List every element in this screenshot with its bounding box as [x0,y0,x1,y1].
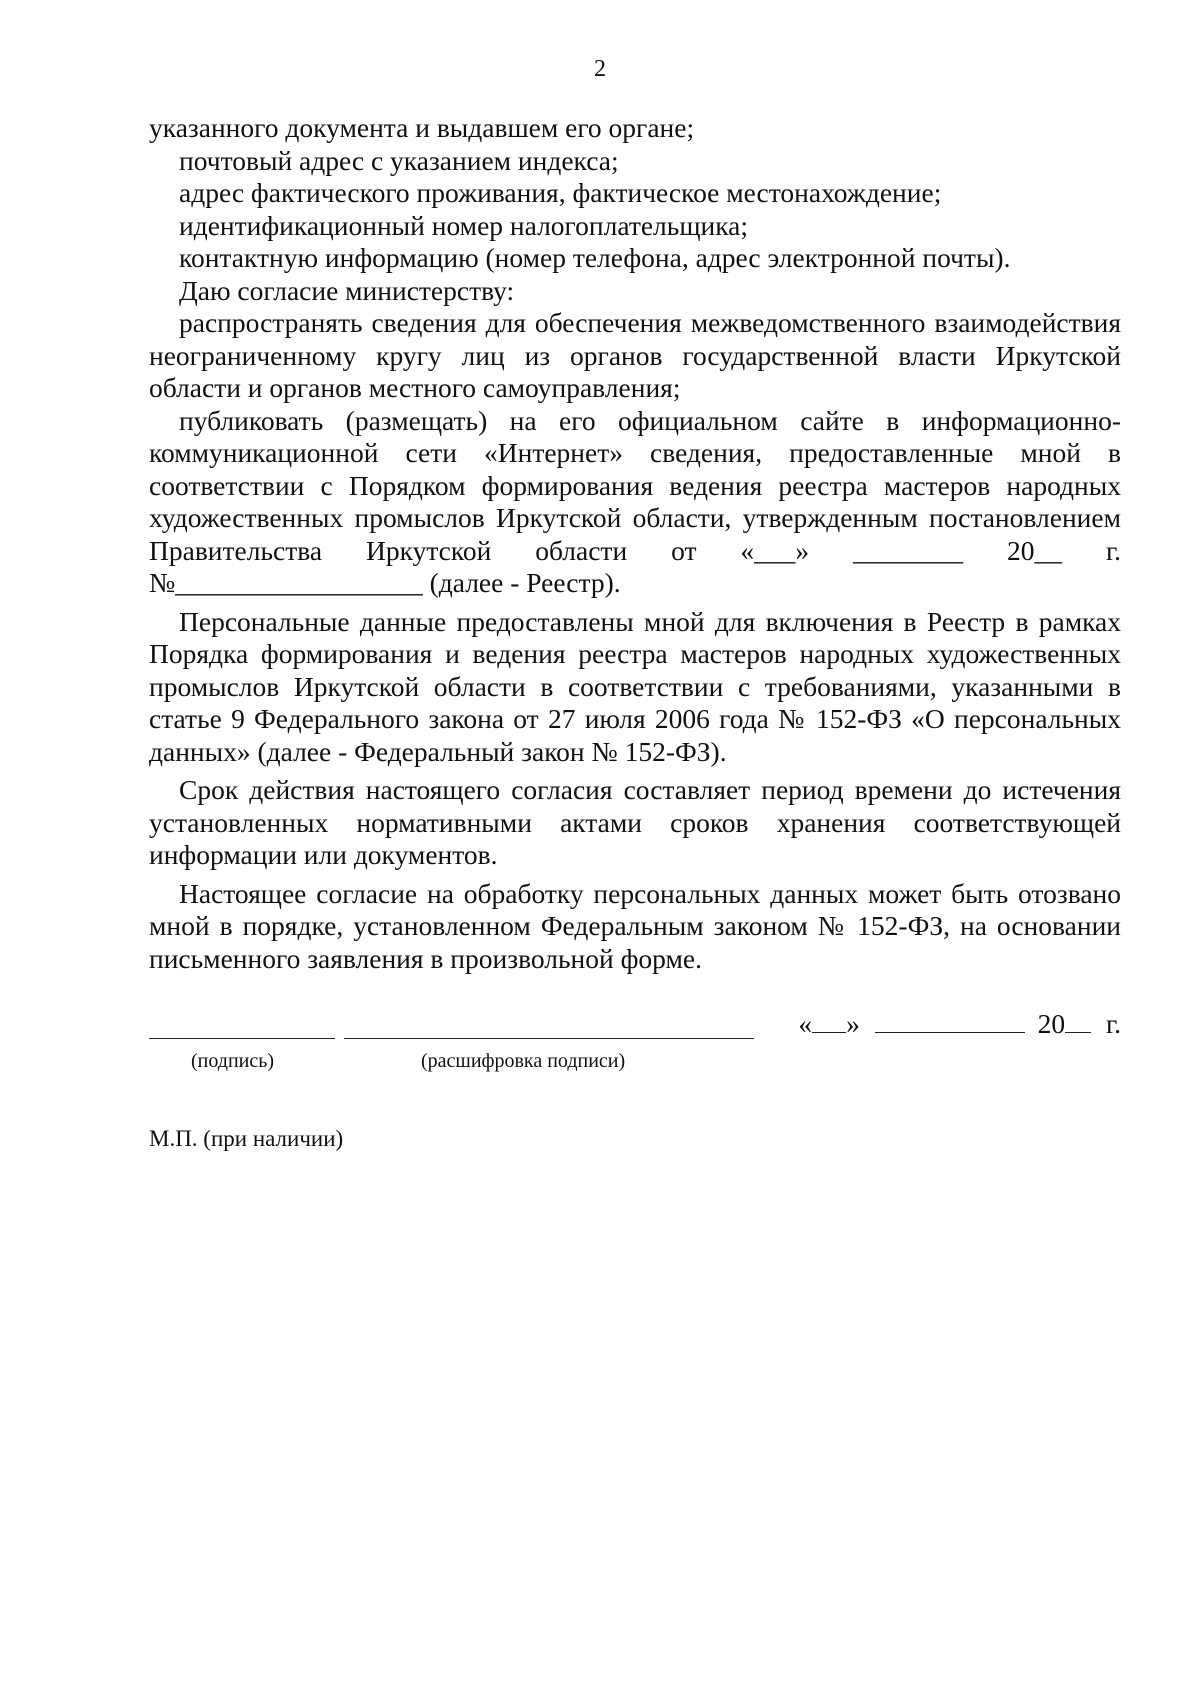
text-line-postal-address: почтовый адрес с указанием индекса; [179,144,619,176]
paragraph-revocation: Настоящее согласие на обработку персональных данных может быть отозвано мной в порядке, установленном Федеральным законом № 152-ФЗ, на основании письменного заявления в произвольной форме. [149,877,1121,974]
date-year-blank [1065,1010,1091,1033]
text-line-document-issuer: указанного документа и выдавшем его органе; [149,112,695,143]
document-body [149,112,1121,975]
paragraph-publish-tail: №__________________ (далее - Реестр). [149,567,621,598]
signature-block [149,1008,1121,1078]
date-close-quote: » [846,1008,860,1039]
date-month-blank [875,1010,1025,1033]
text-line-taxpayer-number: идентификационный номер налогоплательщика; [179,209,749,241]
page-number: 2 [594,56,606,82]
paragraph-personal-data: Персональные данные предоставлены мной для включения в Реестр в рамках Порядка формирования и ведения реестра мастеров народных художественных промыслов Иркутской области в соответствии с требованиями, указанными в статье 9 Федерального закона от 27 июля 2006 года № 152-ФЗ «О персональных данных» (далее - Федеральный закон № 152-ФЗ). [149,605,1121,767]
signature-decode-caption: (расшифровка подписи) [421,1050,626,1072]
date-year-prefix: 20 [1037,1008,1066,1039]
date-suffix: г. [1105,1008,1121,1039]
date-day-blank [812,1010,846,1033]
signature-decode-line [344,1038,754,1039]
signature-date [798,1008,1121,1040]
paragraph-publish: публиковать (размещать) на его официальном сайте в информационно-коммуникационной сети «Интернет» сведения, предоставленные мной в соответствии с Порядком формирования ведения реестра мастеров народных художественных промыслов Иркутской области, утвержденным постановлением Правительства Иркутской области от «___» ________ 20__ г. [149,404,1121,566]
text-line-consent-intro: Даю согласие министерству: [179,274,515,306]
paragraph-distribute: распространять сведения для обеспечения межведомственного взаимодействия неограниченному кругу лиц из органов государственной власти Иркутской области и органов местного самоуправления; [149,307,1121,403]
text-line-actual-address: адрес фактического проживания, фактическое местонахождение; [179,177,942,208]
paragraph-term: Срок действия настоящего согласия составляет период времени до истечения установленных нормативными актами сроков хранения соответствующей информации или документов. [149,774,1121,870]
signature-caption: (подпись) [191,1050,275,1072]
date-open-quote: « [798,1008,813,1039]
signature-line [149,1038,335,1039]
stamp-label: М.П. (при наличии) [149,1126,344,1151]
text-line-contact-info: контактную информацию (номер телефона, адрес электронной почты). [179,242,1011,273]
